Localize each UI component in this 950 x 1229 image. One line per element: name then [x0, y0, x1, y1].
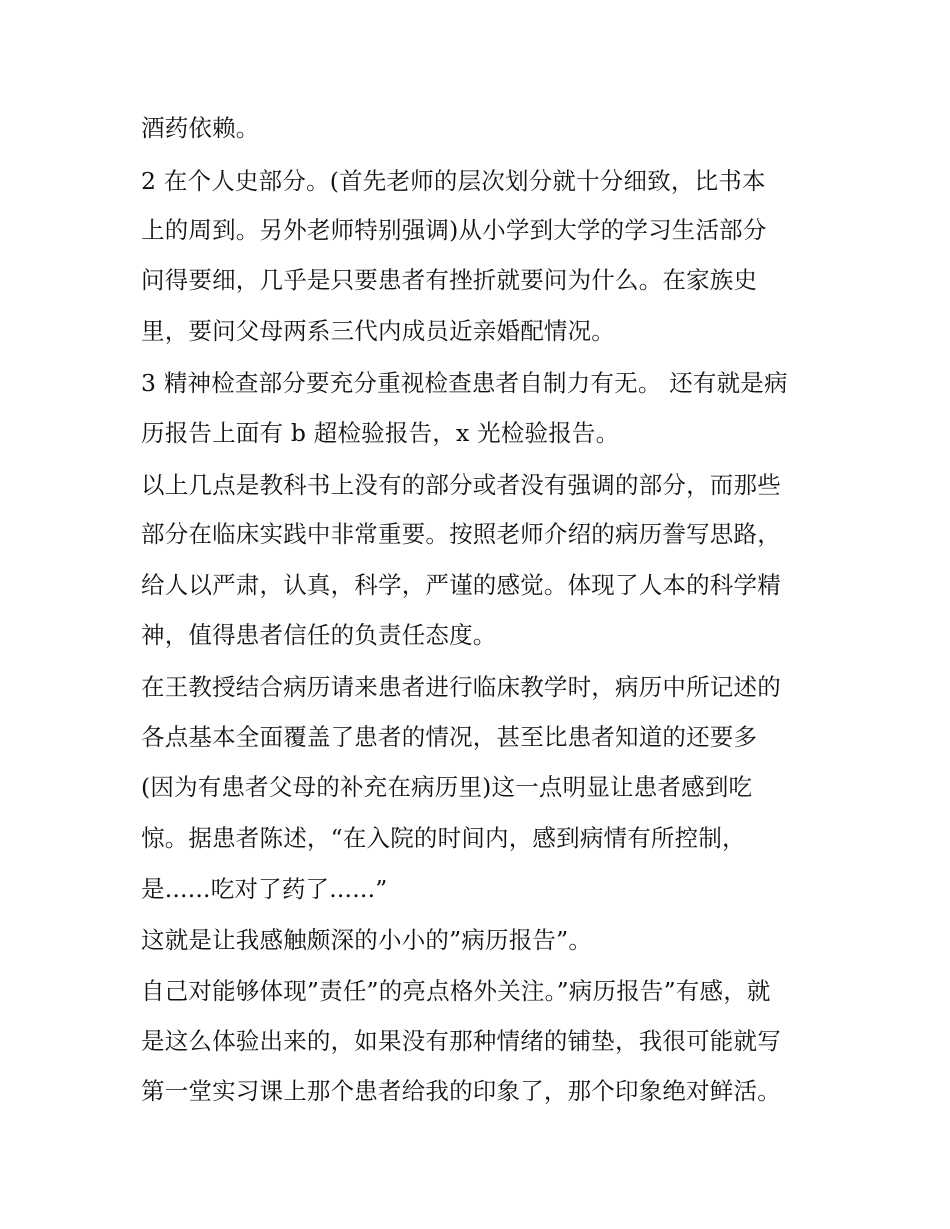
- text-line: 惊。据患者陈述，“在入院的时间内，感到病情有所控制，: [141, 824, 746, 852]
- text-line: 里，要问父母两系三代内成员近亲婚配情况。: [141, 317, 615, 345]
- text-line: 自己对能够体现”责任”的亮点格外关注。”病历报告”有感，就: [141, 977, 771, 1005]
- text-line: 是......吃对了药了......”: [141, 875, 388, 903]
- text-line: 以上几点是教科书上没有的部分或者没有强调的部分，而那些: [141, 471, 781, 499]
- text-line: 是这么体验出来的，如果没有那种情绪的铺垫，我很可能就写: [141, 1027, 781, 1055]
- text-line: 酒药依赖。: [141, 114, 260, 142]
- text-line: 2 在个人史部分。(首先老师的层次划分就十分细致，比书本: [141, 167, 766, 195]
- text-line: 问得要细，几乎是只要患者有挫折就要问为什么。在家族史: [141, 266, 758, 294]
- text-line: 神，值得患者信任的负责任态度。: [141, 621, 497, 649]
- text-line: 这就是让我感触颇深的小小的”病历报告”。: [141, 926, 593, 954]
- text-line: 在王教授结合病历请来患者进行临床教学时，病历中所记述的: [141, 673, 781, 701]
- text-line: 部分在临床实践中非常重要。按照老师介绍的病历誊写思路，: [141, 520, 781, 548]
- text-line: (因为有患者父母的补充在病历里)这一点明显让患者感到吃: [141, 773, 753, 801]
- text-line: 上的周到。另外老师特别强调)从小学到大学的学习生活部分: [141, 216, 767, 244]
- text-line: 历报告上面有 b 超检验报告，x 光检验报告。: [141, 419, 620, 447]
- text-line: 3 精神检查部分要充分重视检查患者自制力有无。 还有就是病: [141, 369, 788, 397]
- text-line: 给人以严肃，认真，科学，严谨的感觉。体现了人本的科学精: [141, 571, 781, 599]
- text-line: 各点基本全面覆盖了患者的情况，甚至比患者知道的还要多: [141, 723, 758, 751]
- text-line: 第一堂实习课上那个患者给我的印象了，那个印象绝对鲜活。: [141, 1077, 781, 1105]
